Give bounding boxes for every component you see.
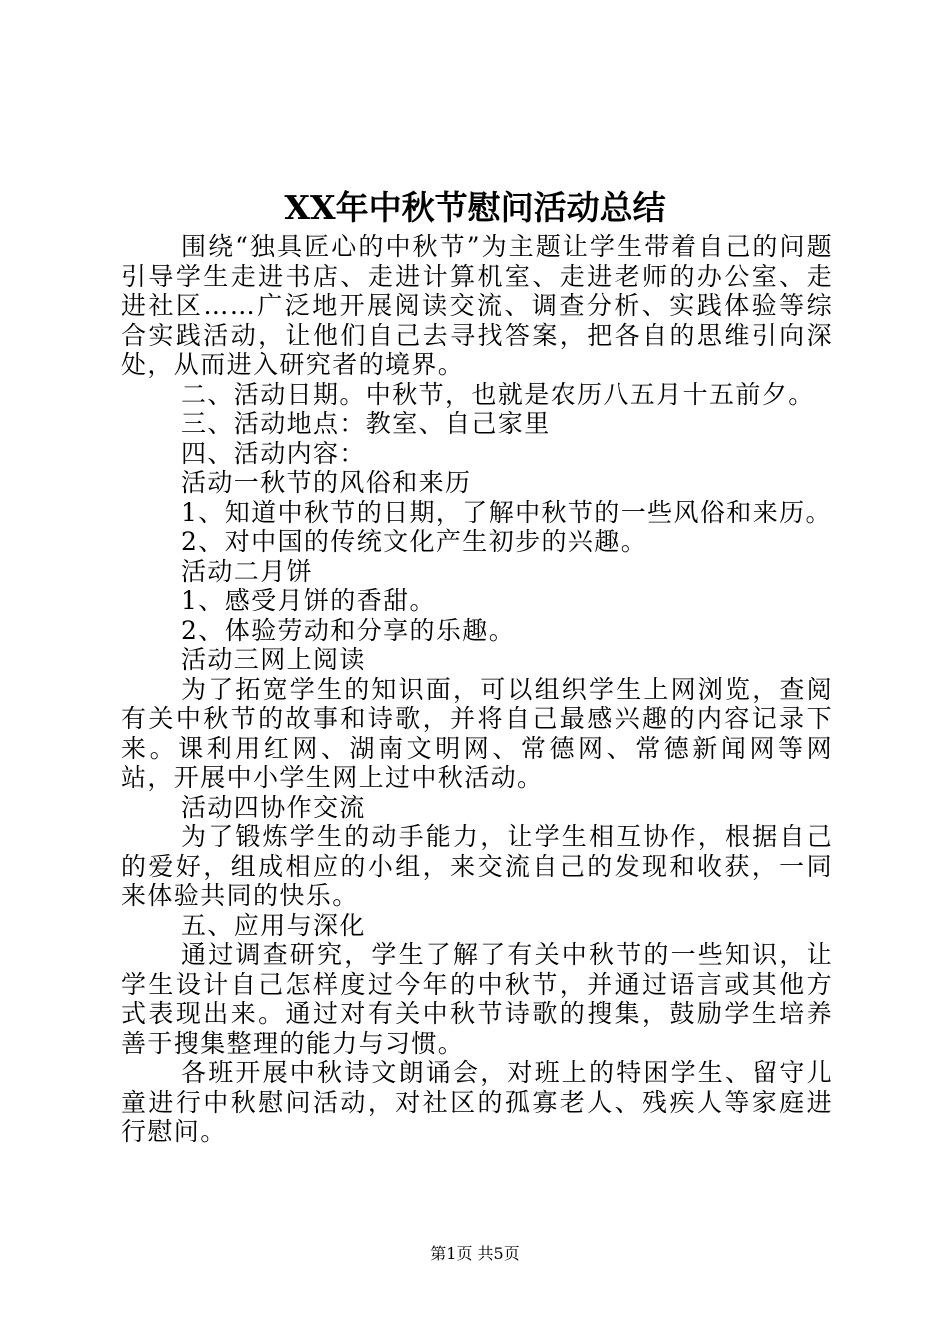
paragraph-intro: 围绕“独具匠心的中秋节”为主题让学生带着自己的问题引导学生走进书店、走进计算机室、走进老师的办公室、走进社区……广泛地开展阅读交流、调查分析、实践体验等综合实践活动，让他们自己去寻找答案，把各自的思维引向深处，从而进入研究者的境界。 [121,232,833,379]
paragraph-activity-one-item-2: 2、对中国的传统文化产生初步的兴趣。 [181,527,648,556]
paragraph-closing: 各班开展中秋诗文朗诵会，对班上的特困学生、留守儿童进行中秋慰问活动，对社区的孤寡老人、残疾人等家庭进行慰问。 [121,1058,833,1146]
paragraph-application-heading: 五、应用与深化 [181,910,366,940]
page-footer: 第1页 共5页 [430,1244,520,1263]
document-title: XX年中秋节慰问活动总结 [284,188,666,227]
paragraph-activity-two-item-1: 1、感受月饼的香甜。 [181,586,436,615]
paragraph-activity-two-heading: 活动二月饼 [181,556,314,586]
paragraph-activity-content-heading: 四、活动内容： [181,438,366,468]
paragraph-activity-four-body: 为了锻炼学生的动手能力，让学生相互协作，根据自己的爱好，组成相应的小组，来交流自己的发现和收获，一同来体验共同的快乐。 [121,822,833,910]
paragraph-activity-four-heading: 活动四协作交流 [181,792,366,822]
paragraph-activity-one-item-1: 1、知道中秋节的日期，了解中秋节的一些风俗和来历。 [181,497,832,527]
paragraph-activity-two-item-2: 2、体验劳动和分享的乐趣。 [181,615,516,645]
paragraph-activity-three-body: 为了拓宽学生的知识面，可以组织学生上网浏览，查阅有关中秋节的故事和诗歌，并将自己最感兴趣的内容记录下来。课利用红网、湖南文明网、常德网、常德新闻网等网站，开展中小学生网上过中秋活动。 [121,674,833,792]
paragraph-activity-three-heading: 活动三网上阅读 [181,645,366,674]
paragraph-activity-date: 二、活动日期。中秋节，也就是农历八五月十五前夕。 [181,379,815,409]
paragraph-application-body: 通过调查研究，学生了解了有关中秋节的一些知识，让学生设计自己怎样度过今年的中秋节，并通过语言或其他方式表现出来。通过对有关中秋节诗歌的搜集，鼓励学生培养善于搜集整理的能力与习惯。 [121,940,833,1058]
paragraph-activity-location: 三、活动地点：教室、自己家里 [181,409,551,438]
paragraph-activity-one-heading: 活动一秋节的风俗和来历 [181,468,472,497]
document-body [121,232,833,1147]
